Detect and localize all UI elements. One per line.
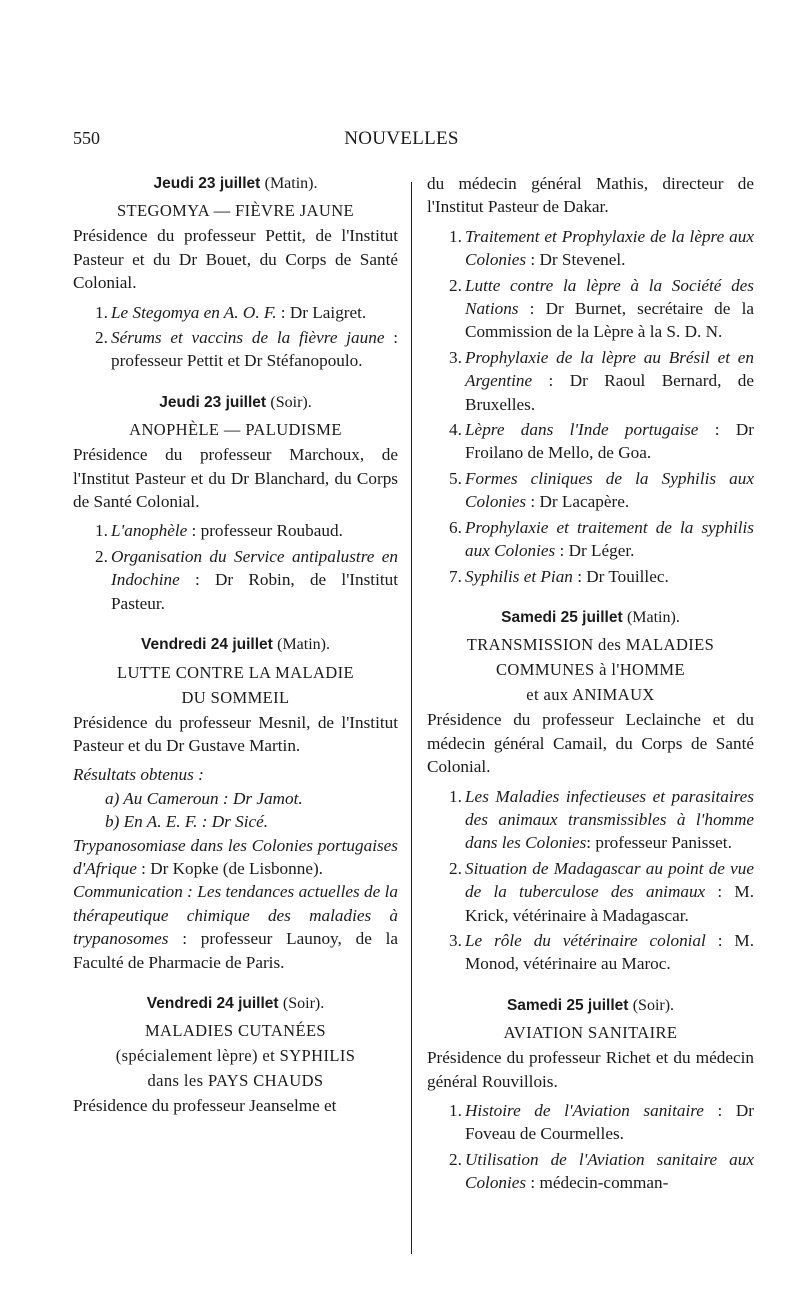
running-title: NOUVELLES [344,128,459,149]
talk-list [427,1099,754,1195]
talk-list [427,785,754,976]
session-title-line: TRANSMISSION des MALADIES [466,635,715,655]
result-item: b) En A. E. F. : Dr Sicé. [105,812,269,832]
session-day-heading: Samedi 25 juillet (Soir). [506,996,675,1014]
page-header [73,128,730,152]
presidency-text: Présidence du professeur Marchoux, de l'Institut Pasteur et du Dr Blanchard, du Corps de Santé Colonial. [73,445,398,512]
left-column [73,172,398,1124]
page-number: 550 [73,128,100,148]
list-item: 3. Prophylaxie de la lèpre au Brésil et en Argentine : Dr Raoul Bernard, de Bruxelles. [449,347,754,414]
session-title-line: et aux ANIMAUX [526,685,655,705]
presidency-text: Présidence du professeur Richet et du médecin général Rouvillois. [427,1048,754,1091]
list-item: 1. L'anophèle : professeur Roubaud. [95,521,343,541]
session-title-line: dans les PAYS CHAUDS [147,1071,324,1091]
list-item: 3. Le rôle du vétérinaire colonial : M. Monod, vétérinaire au Maroc. [449,930,754,974]
session-day-heading: Vendredi 24 juillet (Soir). [146,994,325,1012]
session-day-heading: Jeudi 23 juillet (Soir). [159,393,312,411]
list-item: 1. Les Maladies infectieuses et parasitaires des animaux transmissibles à l'homme dans les Colonies: professeur Panisset. [449,786,754,853]
presidency-text: Présidence du professeur Mesnil, de l'Institut Pasteur et du Dr Gustave Martin. [73,712,398,755]
list-item: 2. Utilisation de l'Aviation sanitaire aux Colonies : médecin-comman- [449,1149,754,1193]
list-item: 7. Syphilis et Pian : Dr Touillec. [449,566,669,586]
right-column [427,172,754,1201]
presidency-text: Présidence du professeur Jeanselme et [73,1096,337,1116]
communication-paragraph: Communication : Les tendances actuelles de la thérapeutique chimique des maladies à trypanosomes : professeur Launoy, de la Faculté de Pharmacie de Paris. [73,882,398,972]
presidency-text: Présidence du professeur Leclainche et du médecin général Camail, du Corps de Santé Colonial. [427,710,754,777]
list-item: 2. Organisation du Service antipalustre en Indochine : Dr Robin, de l'Institut Pasteur. [95,546,398,613]
session-title: AVIATION SANITAIRE [503,1023,678,1043]
session-title-line: (spécialement lèpre) et SYPHILIS [115,1046,356,1066]
list-item: 6. Prophylaxie et traitement de la syphilis aux Colonies : Dr Léger. [449,517,754,561]
list-item: 4. Lèpre dans l'Inde portugaise : Dr Froilano de Mello, de Goa. [449,420,754,463]
presidency-continued: du médecin général Mathis, directeur de l'Institut Pasteur de Dakar. [427,174,754,217]
talk-list [427,225,754,588]
session-title-line: MALADIES CUTANÉES [144,1021,327,1041]
session-day-heading: Samedi 25 juillet (Matin). [501,608,680,626]
list-item: 1. Traitement et Prophylaxie de la lèpre aux Colonies : Dr Stevenel. [449,226,754,270]
results-heading: Résultats obtenus : [73,765,204,785]
result-item: a) Au Cameroun : Dr Jamot. [105,788,303,808]
talk-list [73,301,398,373]
list-item: 2. Lutte contre la lèpre à la Société des Nations : Dr Burnet, secrétaire de la Commission de la Lèpre à la S. D. N. [449,275,754,342]
presidency-text: Présidence du professeur Pettit, de l'Institut Pasteur et du Dr Bouet, du Corps de Santé Colonial. [73,226,398,293]
session-title-line: DU SOMMEIL [181,687,290,707]
session-title-line: COMMUNES à l'HOMME [496,660,685,680]
session-title: ANOPHÈLE — PALUDISME [129,420,342,440]
list-item: 5. Formes cliniques de la Syphilis aux Colonies : Dr Lacapère. [449,468,754,512]
talk-paragraph: Trypanosomiase dans les Colonies portugaises d'Afrique : Dr Kopke (de Lisbonne). [73,835,398,878]
session-day-heading: Vendredi 24 juillet (Matin). [141,636,330,654]
session-title: STEGOMYA — FIÈVRE JAUNE [116,201,354,221]
list-item: 1. Histoire de l'Aviation sanitaire : Dr Foveau de Courmelles. [449,1101,754,1144]
session-title-line: LUTTE CONTRE LA MALADIE [117,662,354,682]
column-divider [411,182,412,1254]
list-item: 1. Le Stegomya en A. O. F. : Dr Laigret. [95,302,367,322]
list-item: 2. Situation de Madagascar au point de vue de la tuberculose des animaux : M. Krick, vétérinaire à Madagascar. [449,858,754,925]
session-day-heading: Jeudi 23 juillet (Matin). [153,175,318,192]
list-item: 2. Sérums et vaccins de la fièvre jaune : professeur Pettit et Dr Stéfanopoulo. [95,328,399,371]
talk-list [73,519,398,615]
